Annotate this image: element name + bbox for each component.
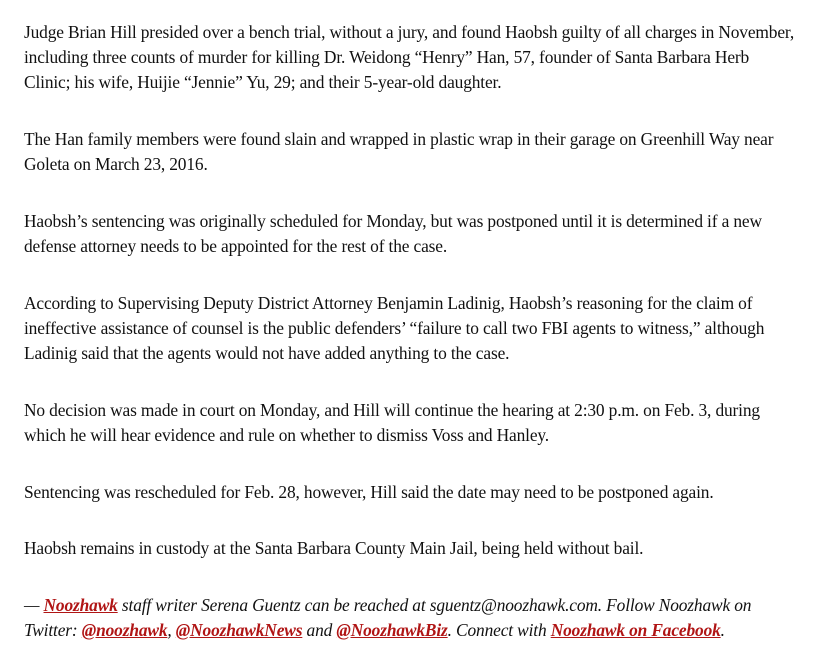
credit-separator-2: and: [302, 620, 337, 640]
paragraph-sentencing-postponed: Haobsh’s sentencing was originally scheduled for Monday, but was postponed until it is determined if a new defense attorney needs to be appointed for the rest of the case.: [24, 211, 762, 256]
paragraph-counsel-claim: According to Supervising Deputy District Attorney Benjamin Ladinig, Haobsh’s reasoning for the claim of ineffective assistance of counsel is the public defenders’ “failure to call two FBI agents to witness,” although Ladinig said that the agents would not have added anything to the case.: [24, 293, 765, 363]
paragraph-discovery: The Han family members were found slain and wrapped in plastic wrap in their garage on Greenhill Way near Goleta on March 23, 2016.: [24, 129, 774, 174]
credit-text-1: staff writer Serena Guentz can be reached at sguentz@noozhawk.com. Follow Noozhawk on Twitter:: [24, 595, 752, 640]
paragraph-hearing: No decision was made in court on Monday, and Hill will continue the hearing at 2:30 p.m. on Feb. 3, during which he will hear evidence and rule on whether to dismiss Voss and Hanley.: [24, 400, 760, 445]
paragraph-custody: Haobsh remains in custody at the Santa Barbara County Main Jail, being held without bail.: [24, 538, 644, 558]
paragraph-rescheduled: Sentencing was rescheduled for Feb. 28, however, Hill said the date may need to be postponed again.: [24, 482, 714, 502]
credit-separator-1: ,: [167, 620, 176, 640]
article-body: [24, 20, 796, 643]
credit-text-2: . Connect with: [447, 620, 551, 640]
credit-end: .: [720, 620, 725, 640]
credit-dash: —: [24, 595, 44, 615]
author-credit: [24, 593, 796, 643]
paragraph-verdict: Judge Brian Hill presided over a bench trial, without a jury, and found Haobsh guilty of all charges in November, including three counts of murder for killing Dr. Weidong “Henry” Han, 57, founder of Santa Barbara Herb Clinic; his wife, Huijie “Jennie” Yu, 29; and their 5-year-old daughter.: [24, 22, 795, 92]
twitter-noozhawknews-link[interactable]: @NoozhawkNews: [175, 620, 303, 640]
twitter-noozhawkbiz-link[interactable]: @NoozhawkBiz: [336, 620, 448, 640]
twitter-noozhawk-link[interactable]: @noozhawk: [81, 620, 168, 640]
facebook-link[interactable]: Noozhawk on Facebook: [550, 620, 721, 640]
noozhawk-link[interactable]: Noozhawk: [43, 595, 118, 615]
